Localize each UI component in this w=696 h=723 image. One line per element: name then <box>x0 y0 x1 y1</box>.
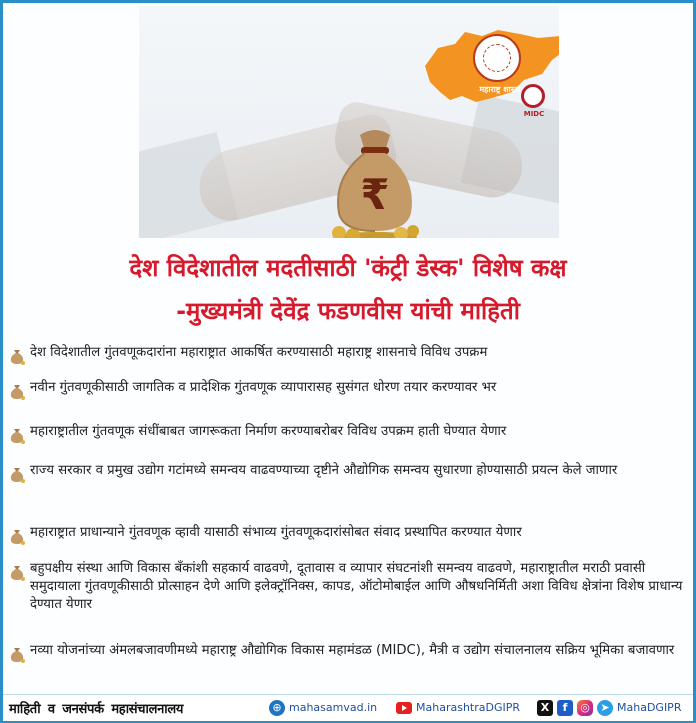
midc-logo <box>519 84 549 120</box>
point-text: बहुपक्षीय संस्था आणि विकास बँकांशी सहकार्य वाढवणे, दूतावास व व्यापार संघटनांशी समन्वय वाढवणे, महाराष्ट्रातील मराठी प्रवासी समुदायाला गुंतवणूकीसाठी प्रोत्साहन देणे आणि इलेक्ट्रॉनिक्स, कापड, ऑटोमोबाईल आणि औषधनिर्मिती अशा विविध क्षेत्रांना विशेष प्राधान्य देण्यात येणार <box>30 561 683 612</box>
facebook-icon[interactable]: f <box>557 700 573 716</box>
money-bag-bullet-icon <box>8 426 26 444</box>
point-text: देश विदेशातील गुंतवणूकदारांना महाराष्ट्रात आकर्षित करण्यासाठी महाराष्ट्र शासनाचे विविध उपक्रम <box>30 345 488 360</box>
currency-symbol: ₹ <box>360 170 390 219</box>
point-text: राज्य सरकार व प्रमुख उद्योग गटांमध्ये समन्वय वाढवण्याच्या दृष्टीने औद्योगिक समन्वय सुधारणा होण्यासाठी प्रयत्न केले जाणार <box>30 463 618 478</box>
x-icon[interactable]: X <box>537 700 553 716</box>
hero-image <box>139 6 559 238</box>
point-text: नव्या योजनांच्या अंमलबजावणीमध्ये महाराष्ट्र औद्योगिक विकास महामंडळ (MIDC), मैत्री व उद्योग संचालनालय सक्रिय भूमिका बजावणार <box>30 643 675 658</box>
money-bag-bullet-icon <box>8 527 26 545</box>
instagram-icon[interactable]: ◎ <box>577 700 593 716</box>
headline-line-1: देश विदेशातील मदतीसाठी 'कंट्री डेस्क' विशेष कक्ष <box>129 254 567 282</box>
government-seal-icon <box>473 34 521 82</box>
point-text: नवीन गुंतवणूकीसाठी जागतिक व प्रादेशिक गुंतवणूक व्यापारासह सुसंगत धोरण तयार करण्यावर भर <box>30 380 497 395</box>
midc-label: MIDC <box>523 110 545 118</box>
globe-icon: ⊕ <box>269 700 285 716</box>
money-bag-bullet-icon <box>8 645 26 663</box>
money-bag-bullet-icon <box>8 563 26 581</box>
point-text: महाराष्ट्रातील गुंतवणूक संधींबाबत जागरूकता निर्माण करण्याबरोबर विविध उपक्रम हाती घेण्यात येणार <box>30 424 507 439</box>
headline-line-2: -मुख्यमंत्री देवेंद्र फडणवीस यांची माहिती <box>176 297 520 325</box>
youtube-icon[interactable] <box>396 702 412 714</box>
website-link[interactable]: mahasamvad.in <box>289 701 378 714</box>
money-bag-bullet-icon <box>8 347 26 365</box>
money-bag-icon <box>325 117 425 238</box>
department-name: माहिती व जनसंपर्क महासंचालनालय <box>9 702 184 717</box>
government-caption: महाराष्ट्र शासन <box>479 85 521 94</box>
telegram-icon[interactable]: ➤ <box>597 700 613 716</box>
youtube-channel-link[interactable]: MaharashtraDGIPR <box>416 701 521 714</box>
money-bag-bullet-icon <box>8 382 26 400</box>
footer <box>3 694 693 721</box>
point-text: महाराष्ट्रात प्राधान्याने गुंतवणूक व्हावी यासाठी संभाव्य गुंतवणूकदारांसोबत संवाद प्रस्थापित करण्यात येणार <box>30 525 522 540</box>
social-handle-link[interactable]: MahaDGIPR <box>617 701 682 714</box>
money-bag-bullet-icon <box>8 465 26 483</box>
